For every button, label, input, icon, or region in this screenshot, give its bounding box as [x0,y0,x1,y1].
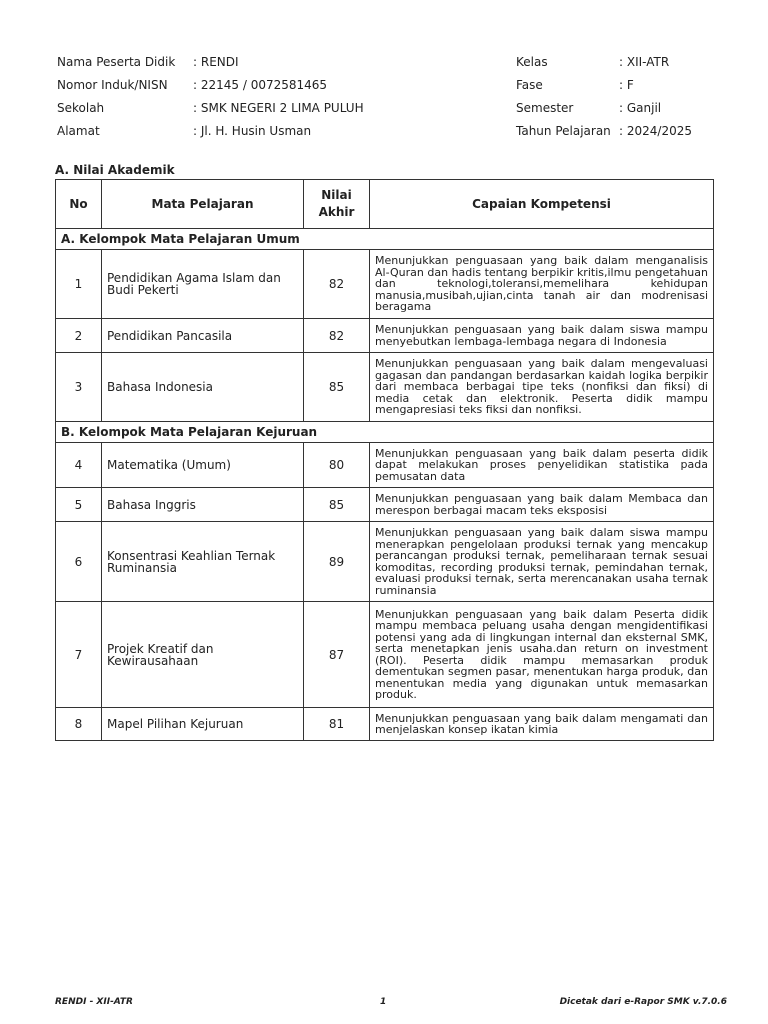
row-grade: 89 [304,522,370,602]
row-competency: Menunjukkan penguasaan yang baik dalam mengamati dan menjelaskan konsep ikatan kimia [370,708,714,741]
grades-table [55,179,714,741]
row-subject: Bahasa Indonesia [102,353,304,422]
table-row [56,522,714,602]
nisn-label: Nomor Induk/NISN [57,78,168,92]
row-competency: Menunjukkan penguasaan yang baik dalam Peserta didik mampu membaca peluang usaha dengan mengidentifikasi potensi yang ada di lingkungan internal dan eksternal SMK, serta menetapkan jenis usaha.dan return on investment (ROI). Peserta didik mampu memasarkan produk dementukan segmen pasar, menentukan harga produk, dan menentukan media yang digunakan untuk memasarkan produk. [370,602,714,708]
row-grade: 82 [304,319,370,353]
row-no: 3 [56,353,102,422]
row-subject: Mapel Pilihan Kejuruan [102,708,304,741]
row-grade: 80 [304,443,370,488]
footer-student: RENDI - XII-ATR [55,997,133,1007]
student-info [57,55,712,147]
semester-label: Semester [516,101,574,115]
row-competency: Menunjukkan penguasaan yang baik dalam peserta didik dapat melakukan proses penyelidikan statistika pada pemusatan data [370,443,714,488]
row-subject: Matematika (Umum) [102,443,304,488]
header-no: No [56,180,102,229]
header-grade [304,180,370,229]
info-row [57,78,712,101]
row-no: 5 [56,488,102,522]
header-subject: Mata Pelajaran [102,180,304,229]
row-no: 6 [56,522,102,602]
row-no: 2 [56,319,102,353]
row-grade: 85 [304,488,370,522]
row-subject: Konsentrasi Keahlian Ternak Ruminansia [102,522,304,602]
row-no: 7 [56,602,102,708]
group-row [56,422,714,443]
class-value: : XII-ATR [619,55,670,69]
nisn-value: : 22145 / 0072581465 [193,78,328,92]
table-row [56,443,714,488]
info-row [57,55,712,78]
row-subject: Pendidikan Agama Islam dan Budi Pekerti [102,250,304,319]
phase-value: : F [619,78,634,92]
row-subject: Projek Kreatif dan Kewirausahaan [102,602,304,708]
row-grade: 85 [304,353,370,422]
address-label: Alamat [57,124,100,138]
year-label: Tahun Pelajaran [516,124,611,138]
row-subject: Bahasa Inggris [102,488,304,522]
section-title: A. Nilai Akademik [55,163,175,177]
name-value: : RENDI [193,55,239,69]
semester-value: : Ganjil [619,101,662,115]
group-a-label: A. Kelompok Mata Pelajaran Umum [56,229,714,250]
row-no: 1 [56,250,102,319]
name-label: Nama Peserta Didik [57,55,176,69]
row-no: 8 [56,708,102,741]
row-grade: 82 [304,250,370,319]
school-label: Sekolah [57,101,105,115]
row-no: 4 [56,443,102,488]
table-row [56,319,714,353]
address-value: : Jl. H. Husin Usman [193,124,312,138]
table-row [56,708,714,741]
info-row [57,124,712,147]
row-competency: Menunjukkan penguasaan yang baik dalam siswa mampu menerapkan pengelolaan produksi ternak yang mencakup perancangan produksi ternak, pemeliharaan ternak sesuai komoditas, recording produksi ternak, pemindahan ternak, evaluasi produksi ternak, serta merencanakan usaha ternak ruminansia [370,522,714,602]
row-subject: Pendidikan Pancasila [102,319,304,353]
row-competency: Menunjukkan penguasaan yang baik dalam mengevaluasi gagasan dan pandangan berdasarkan kaidah logika berpikir dari membaca berbagai tipe teks (nonfiksi dan fiksi) di media cetak dan elektronik. Peserta didik mampu mengapresiasi teks fiksi dan nonfiksi. [370,353,714,422]
table-header-row [56,180,714,229]
phase-label: Fase [516,78,543,92]
row-grade: 81 [304,708,370,741]
table-row [56,250,714,319]
group-row [56,229,714,250]
year-value: : 2024/2025 [619,124,692,138]
header-grade-line2: Akhir [318,205,355,219]
header-grade-line1: Nilai [321,188,352,202]
group-b-label: B. Kelompok Mata Pelajaran Kejuruan [56,422,714,443]
footer-printed-by: Dicetak dari e-Rapor SMK v.7.0.6 [559,997,727,1007]
row-grade: 87 [304,602,370,708]
row-competency: Menunjukkan penguasaan yang baik dalam menganalisis Al-Quran dan hadis tentang berpikir kritis,ilmu pengetahuan dan teknologi,toleransi,memelihara kehidupan manusia,musibah,ujian,cinta tanah air dan modrenisasi beragama [370,250,714,319]
row-competency: Menunjukkan penguasaan yang baik dalam Membaca dan merespon berbagai macam teks eksposisi [370,488,714,522]
class-label: Kelas [516,55,548,69]
table-row [56,488,714,522]
table-row [56,602,714,708]
footer-page-number: 1 [380,997,387,1007]
table-row [56,353,714,422]
school-value: : SMK NEGERI 2 LIMA PULUH [193,101,364,115]
header-competency: Capaian Kompetensi [370,180,714,229]
row-competency: Menunjukkan penguasaan yang baik dalam siswa mampu menyebutkan lembaga-lembaga negara di Indonesia [370,319,714,353]
info-row [57,101,712,124]
